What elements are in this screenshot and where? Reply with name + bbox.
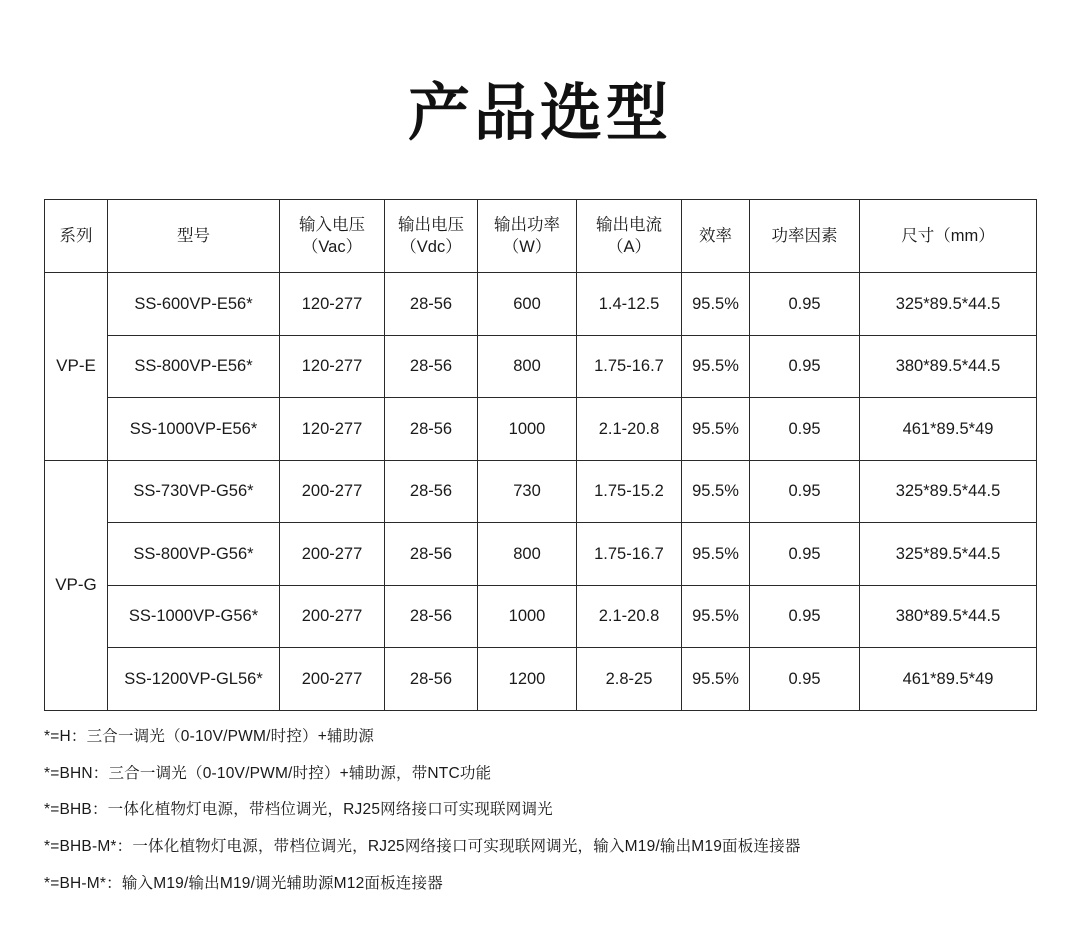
cell-output-voltage: 28-56 — [385, 585, 478, 648]
product-spec-table — [44, 199, 1037, 711]
cell-efficiency: 95.5% — [682, 648, 750, 711]
cell-dimensions: 461*89.5*49 — [860, 648, 1037, 711]
table-row — [45, 398, 1037, 461]
cell-power-factor: 0.95 — [750, 523, 860, 586]
cell-output-power: 1000 — [478, 585, 577, 648]
footnote-item: *=H：三合一调光（0-10V/PWM/时控）+辅助源 — [44, 727, 375, 745]
cell-output-power: 600 — [478, 273, 577, 336]
table-row — [45, 585, 1037, 648]
column-header-power-factor — [750, 200, 860, 273]
cell-input-voltage: 120-277 — [280, 273, 385, 336]
page-title: 产品选型 — [407, 79, 672, 148]
cell-output-current: 1.4-12.5 — [577, 273, 682, 336]
cell-output-voltage: 28-56 — [385, 335, 478, 398]
cell-power-factor: 0.95 — [750, 398, 860, 461]
cell-output-voltage: 28-56 — [385, 398, 478, 461]
column-header-dimensions-line1: 尺寸（mm） — [901, 227, 995, 246]
cell-model: SS-1200VP-GL56* — [108, 648, 280, 711]
column-header-output-power-line2: （W） — [502, 238, 552, 257]
cell-output-power: 1000 — [478, 398, 577, 461]
cell-efficiency: 95.5% — [682, 273, 750, 336]
footnotes — [44, 725, 1036, 897]
column-header-output-voltage — [385, 200, 478, 273]
footnote-item: *=BHN：三合一调光（0-10V/PWM/时控）+辅助源，带NTC功能 — [44, 764, 492, 782]
cell-output-current: 1.75-16.7 — [577, 335, 682, 398]
table-body — [45, 273, 1037, 711]
column-header-dimensions — [860, 200, 1037, 273]
cell-efficiency: 95.5% — [682, 460, 750, 523]
series-cell-vp-g: VP-G — [45, 460, 108, 710]
cell-output-power: 800 — [478, 523, 577, 586]
column-header-efficiency — [682, 200, 750, 273]
column-header-output-current-line2: （A） — [606, 238, 651, 257]
column-header-model — [108, 200, 280, 273]
cell-efficiency: 95.5% — [682, 398, 750, 461]
cell-model: SS-1000VP-G56* — [108, 585, 280, 648]
column-header-output-voltage-line1: 输出电压 — [398, 216, 464, 235]
cell-dimensions: 325*89.5*44.5 — [860, 460, 1037, 523]
cell-output-voltage: 28-56 — [385, 460, 478, 523]
cell-input-voltage: 200-277 — [280, 523, 385, 586]
column-header-efficiency-line1: 效率 — [699, 227, 732, 246]
cell-output-current: 2.1-20.8 — [577, 398, 682, 461]
cell-input-voltage: 200-277 — [280, 648, 385, 711]
cell-power-factor: 0.95 — [750, 460, 860, 523]
cell-output-current: 2.8-25 — [577, 648, 682, 711]
cell-model: SS-1000VP-E56* — [108, 398, 280, 461]
cell-efficiency: 95.5% — [682, 335, 750, 398]
cell-input-voltage: 200-277 — [280, 585, 385, 648]
cell-efficiency: 95.5% — [682, 523, 750, 586]
spec-table-container — [44, 199, 1036, 711]
footnote-item: *=BHB-M*：一体化植物灯电源，带档位调光，RJ25网络接口可实现联网调光，输入M19/输出M19面板连接器 — [44, 838, 801, 856]
cell-model: SS-600VP-E56* — [108, 273, 280, 336]
cell-efficiency: 95.5% — [682, 585, 750, 648]
footnote-item: *=BHB：一体化植物灯电源，带档位调光，RJ25网络接口可实现联网调光 — [44, 801, 553, 819]
cell-power-factor: 0.95 — [750, 335, 860, 398]
cell-model: SS-800VP-G56* — [108, 523, 280, 586]
cell-input-voltage: 200-277 — [280, 460, 385, 523]
cell-output-voltage: 28-56 — [385, 523, 478, 586]
table-row — [45, 335, 1037, 398]
table-row — [45, 273, 1037, 336]
cell-output-voltage: 28-56 — [385, 273, 478, 336]
cell-dimensions: 380*89.5*44.5 — [860, 335, 1037, 398]
cell-output-voltage: 28-56 — [385, 648, 478, 711]
cell-dimensions: 461*89.5*49 — [860, 398, 1037, 461]
cell-power-factor: 0.95 — [750, 648, 860, 711]
table-row — [45, 648, 1037, 711]
cell-output-power: 1200 — [478, 648, 577, 711]
column-header-output-current — [577, 200, 682, 273]
column-header-output-current-line1: 输出电流 — [596, 216, 662, 235]
cell-output-current: 1.75-15.2 — [577, 460, 682, 523]
column-header-input-voltage — [280, 200, 385, 273]
column-header-power-factor-line1: 功率因素 — [771, 227, 838, 246]
table-header-row — [45, 200, 1037, 273]
cell-dimensions: 325*89.5*44.5 — [860, 523, 1037, 586]
table-row — [45, 460, 1037, 523]
cell-power-factor: 0.95 — [750, 585, 860, 648]
column-header-series-line1: 系列 — [59, 227, 93, 246]
footnote-item: *=BH-M*：输入M19/输出M19/调光辅助源M12面板连接器 — [44, 874, 443, 892]
cell-input-voltage: 120-277 — [280, 335, 385, 398]
column-header-series — [45, 200, 108, 273]
column-header-input-voltage-line2: （Vac） — [301, 238, 363, 257]
table-row — [45, 523, 1037, 586]
cell-dimensions: 325*89.5*44.5 — [860, 273, 1037, 336]
cell-power-factor: 0.95 — [750, 273, 860, 336]
column-header-input-voltage-line1: 输入电压 — [299, 216, 365, 235]
column-header-output-power-line1: 输出功率 — [494, 216, 560, 235]
cell-model: SS-800VP-E56* — [108, 335, 280, 398]
column-header-output-power — [478, 200, 577, 273]
cell-output-current: 1.75-16.7 — [577, 523, 682, 586]
cell-output-current: 2.1-20.8 — [577, 585, 682, 648]
cell-model: SS-730VP-G56* — [108, 460, 280, 523]
cell-input-voltage: 120-277 — [280, 398, 385, 461]
series-cell-vp-e: VP-E — [45, 273, 108, 461]
column-header-output-voltage-line2: （Vdc） — [400, 238, 462, 257]
column-header-model-line1: 型号 — [177, 227, 210, 246]
cell-output-power: 730 — [478, 460, 577, 523]
cell-dimensions: 380*89.5*44.5 — [860, 585, 1037, 648]
cell-output-power: 800 — [478, 335, 577, 398]
